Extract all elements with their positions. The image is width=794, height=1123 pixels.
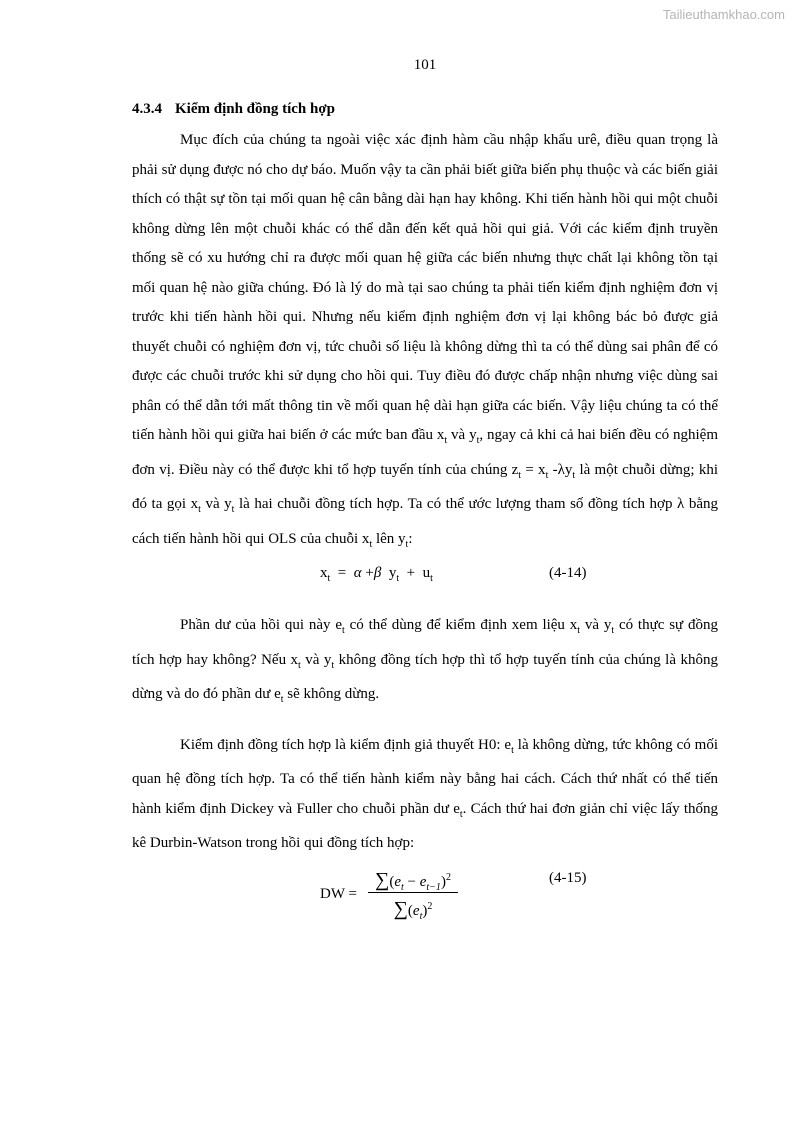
dw-denominator: $\sum(e_t)^2$ <box>393 897 433 922</box>
paragraph-2: Phần dư của hồi qui này $e_t$ có thể dùng để kiểm định xem liệu $x_t$ và $y_t$ có thực sự đồng tích hợp hay không? Nếu $x_t$ và $y_t$ không đồng tích hợp thì tổ hợp tuyến tính của chúng là không dừng và do đó phần dư $e_t$ sẽ không dừng. <box>132 617 718 705</box>
section-heading <box>132 96 718 122</box>
page-number: 101 <box>413 57 437 73</box>
paragraph-3: Kiểm định đồng tích hợp là kiểm định giả thuyết H0: $e_t$ là không dừng, tức không có mối quan hệ đồng tích hợp. Ta có thể tiến hành kiểm này bằng hai cách. Cách thứ nhất có thể tiến hành kiểm định Dickey và Fuller cho chuỗi phần dư $e_t$. Cách thứ hai đơn giản chỉ việc lấy thống kê Durbin-Watson trong hồi qui đồng tích hợp: <box>132 736 718 851</box>
watermark: Tailieuthamkhao.com <box>662 7 785 22</box>
equation-4-15 <box>132 865 718 925</box>
dw-numerator: $\sum(e_t - e_{t-1})^2$ <box>375 868 451 893</box>
dw-label: DW = <box>320 885 357 902</box>
section-title: Kiểm định đồng tích hợp <box>175 101 336 117</box>
paragraph-1: Mục đích của chúng ta ngoài việc xác định hàm cầu nhập khẩu urê, điều quan trọng là phải sử dụng được nó cho dự báo. Muốn vậy ta cần phải biết giữa biến phụ thuộc và các biến giải thích có thật sự tồn tại mối quan hệ cân bằng dài hạn hay không. Khi tiến hành hồi qui một chuỗi không dừng lên một chuỗi khác có thể dẫn đến kết quả hồi qui giả. Với các kiểm định truyền thống sẽ có xu hướng chỉ ra được mối quan hệ giữa các biến nhưng thực chất lại không tồn tại mối quan hệ nào giữa chúng. Đó là lý do mà tại sao chúng ta phải tiến kiểm định nghiệm đơn vị trước khi tiến hành hồi qui. Nhưng nếu kiểm định nghiệm đơn vị lại không bác bỏ được giả thuyết chuỗi có nghiệm đơn vị, tức chuỗi số liệu là không dừng thì ta có thể dùng sai phân để có được các chuỗi trước khi sử dụng cho hồi qui. Tuy điều đó được chấp nhận nhưng việc dùng sai phân có thể dẫn tới mất thông tin về mối quan hệ dài hạn giữa các biến. Vậy liệu chúng ta có thể tiến hành hồi qui giữa hai biến ở các mức ban đầu $x_t$ và $y_t$, ngay cả khi cả hai biến đều có nghiệm đơn vị. Điều này có thể được khi tổ hợp tuyến tính của chúng $z_t = x_t$ $-\lambda y_t$ là một chuỗi dừng; khi đó ta gọi $x_t$ và $y_t$ là hai chuỗi đồng tích hợp. Ta có thể ước lượng tham số đồng tích hợp λ bằng cách tiến hành hồi qui OLS của chuỗi $x_t$ lên $y_t$: <box>132 132 718 550</box>
equation-4-14 <box>132 559 718 595</box>
equation-expression: $x_t = \alpha +\beta$ $y_t + u_t$ <box>320 565 433 584</box>
fraction-bar <box>368 892 458 893</box>
dw-fraction <box>368 865 458 920</box>
section-number: 4.3.4 <box>132 101 162 117</box>
document-body <box>132 96 718 925</box>
equation-number: (4-15) <box>549 869 587 886</box>
equation-number: (4-14) <box>549 565 587 581</box>
